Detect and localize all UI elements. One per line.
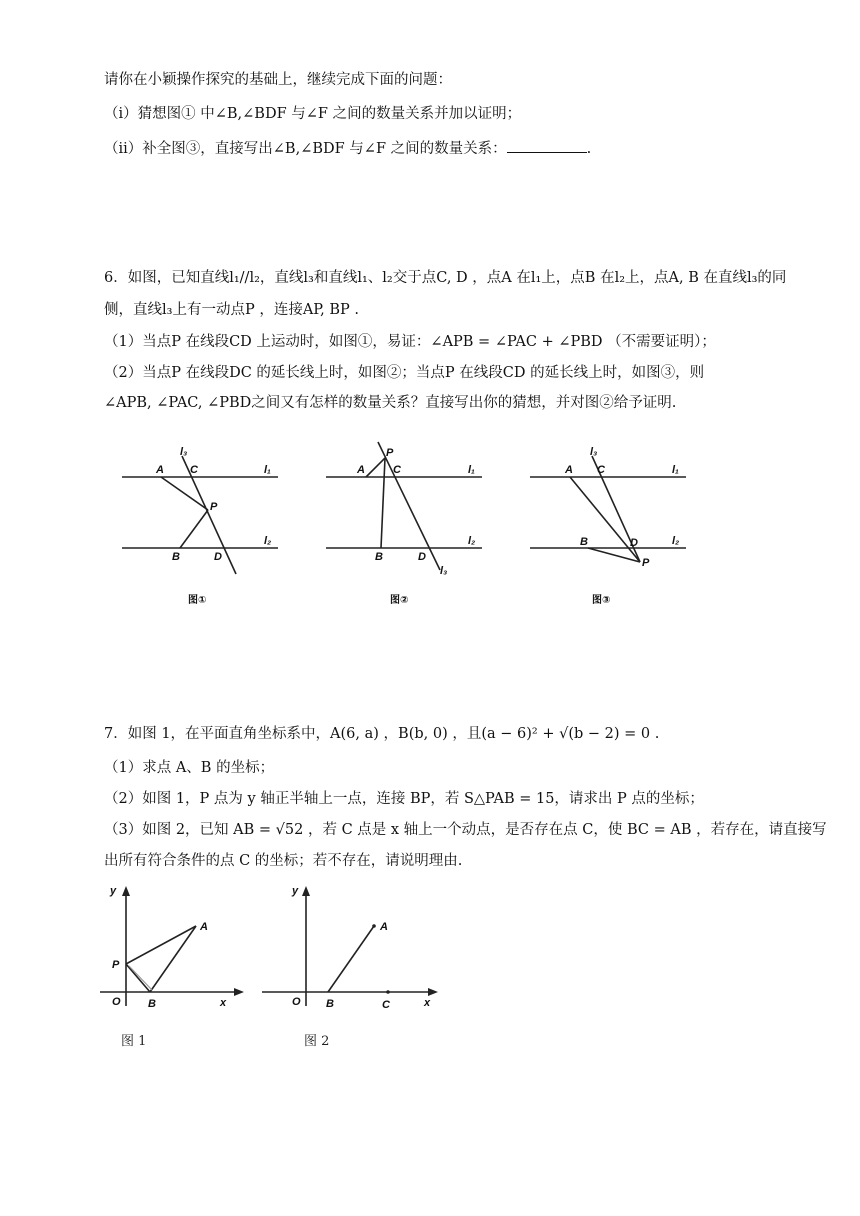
q6-part2a: （2）当点P 在线段DC 的延长线上时，如图②；当点P 在线段CD 的延长线上时，如图③，则 <box>104 365 705 381</box>
fig1-segment-pb <box>126 964 150 992</box>
q6-part1: （1）当点P 在线段CD 上运动时，如图①，易证：∠APB = ∠PAC + ∠PBD （不需要证明）； <box>104 334 716 350</box>
fig2-label-y: y <box>292 885 299 897</box>
fig2-label-d: D <box>418 551 426 563</box>
fig1-label-l3: l₃ <box>180 446 188 458</box>
fig1-caption: 图 1 <box>121 1034 147 1049</box>
fig3-caption: 图③ <box>592 595 611 606</box>
fig1-label-a: A <box>156 464 164 476</box>
q7-fig2 <box>262 885 438 1049</box>
fig2-label-b: B <box>326 998 334 1010</box>
intro-line: 请你在小颖操作探究的基础上，继续完成下面的问题： <box>104 72 452 88</box>
fig2-segment-ab <box>328 926 374 992</box>
fig3-label-l2: l₂ <box>672 535 680 547</box>
q7-part3a: （3）如图 2，已知 AB = √52 ，若 C 点是 x 轴上一个动点，是否存在点 C，使 BC = AB ，若存在，请直接写 <box>104 822 827 838</box>
fig1-label-l1: l₁ <box>264 464 271 476</box>
fig1-label-o: O <box>112 996 121 1008</box>
q6-line1: 6．如图，已知直线l₁//l₂，直线l₃和直线l₁、l₂交于点C, D ，点A 在l₁上，点B 在l₂上，点A, B 在直线l₃的同 <box>104 270 787 286</box>
fig3-label-l3: l₃ <box>590 446 598 458</box>
q7-part1: （1）求点 A、B 的坐标； <box>104 760 275 776</box>
q6-line2: 侧，直线l₃上有一动点P ，连接AP, BP . <box>104 302 359 318</box>
fig3-label-a: A <box>565 464 573 476</box>
fig1-label-b: B <box>172 551 180 563</box>
q6-part2b: ∠APB, ∠PAC, ∠PBD之间又有怎样的数量关系？直接写出你的猜想，并对图②给予证明. <box>104 395 677 411</box>
fig3-label-l1: l₁ <box>672 464 679 476</box>
fig2-label-l3: l₃ <box>440 565 448 577</box>
q7-fig1 <box>100 885 244 1049</box>
fig3-label-c: C <box>597 464 605 476</box>
intro-item-i: （i）猜想图① 中∠B,∠BDF 与∠F 之间的数量关系并加以证明； <box>104 106 522 122</box>
intro-item-ii-text: （ii）补全图③，直接写出∠B,∠BDF 与∠F 之间的数量关系： <box>104 141 507 157</box>
fig2-label-o: O <box>292 996 301 1008</box>
fig3-label-b: B <box>580 536 588 548</box>
fig3-label-p: P <box>642 557 650 569</box>
fig1-label-y: y <box>110 885 117 897</box>
fig1-label-p: P <box>112 959 120 971</box>
fig3-label-d: D <box>630 537 638 549</box>
fig2-label-p: P <box>386 447 394 459</box>
intro-item-ii-end: . <box>586 141 592 157</box>
fig1-segment-pb-shadow <box>129 966 152 990</box>
fig2-caption: 图② <box>390 595 409 606</box>
fig2-label-x: x <box>424 997 431 1009</box>
q7-part2: （2）如图 1，P 点为 y 轴正半轴上一点，连接 BP，若 S△PAB = 15，请求出 P 点的坐标； <box>104 791 704 807</box>
fig2-label-a: A <box>380 921 388 933</box>
fig2-point-a <box>372 924 376 928</box>
fig1-label-p: P <box>210 501 218 513</box>
fig2-label-c: C <box>393 464 401 476</box>
fig1-segment-ab <box>150 926 196 992</box>
fig2-y-arrow-icon <box>302 886 310 896</box>
fig1-caption: 图① <box>188 595 207 606</box>
fig1-label-a: A <box>200 921 208 933</box>
q7-part3b: 出所有符合条件的点 C 的坐标；若不存在，请说明理由. <box>104 853 463 869</box>
fig1-label-l2: l₂ <box>264 535 272 547</box>
fig2-label-l2: l₂ <box>468 535 476 547</box>
fig2-x-arrow-icon <box>428 988 438 996</box>
fig2-point-c <box>386 990 390 994</box>
fig2-label-l1: l₁ <box>468 464 475 476</box>
fig2-label-b: B <box>375 551 383 563</box>
fig1-label-b: B <box>148 998 156 1010</box>
q7-line1: 7．如图 1，在平面直角坐标系中，A(6, a) ，B(b, 0) ，且(a − 6)² + √(b − 2) = 0 . <box>104 726 660 742</box>
fig1-x-arrow-icon <box>234 988 244 996</box>
fig2-caption: 图 2 <box>304 1034 330 1049</box>
fig1-label-x: x <box>220 997 227 1009</box>
fig1-y-arrow-icon <box>122 886 130 896</box>
fig2-label-c: C <box>382 999 390 1011</box>
fig1-label-d: D <box>214 551 222 563</box>
fig2-label-a: A <box>357 464 365 476</box>
fig1-segment-pa <box>126 926 196 964</box>
fig1-label-c: C <box>190 464 198 476</box>
